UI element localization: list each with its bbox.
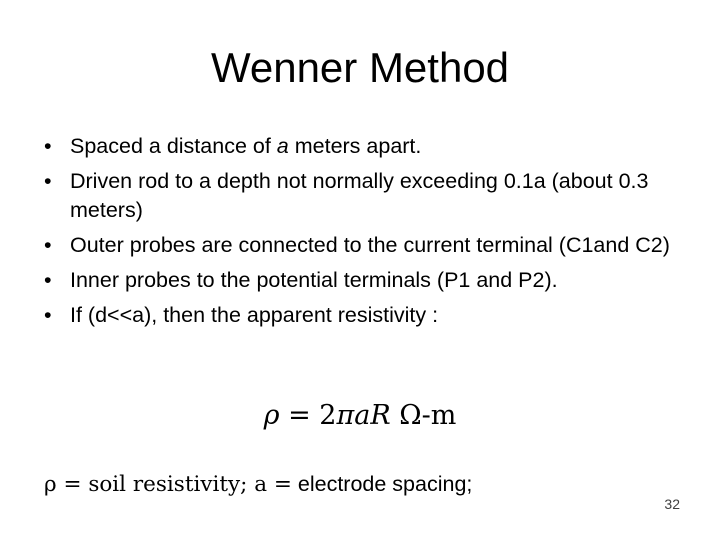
formula-vars: πaR xyxy=(336,400,391,431)
bullet-text: Spaced a distance of xyxy=(70,134,277,158)
bullet-text: Driven rod to a depth not normally exceeding 0.1a (about 0.3 meters) xyxy=(70,169,649,222)
definition-math: ρ = soil resistivity; a = xyxy=(44,472,292,497)
bullet-text: Outer probes are connected to the current terminal (C1and C2) xyxy=(70,233,670,257)
bullet-list xyxy=(44,132,710,334)
definition-text: electrode spacing; xyxy=(291,472,473,496)
formula-lhs: ρ xyxy=(263,400,280,431)
bullet-item xyxy=(44,231,710,260)
bullet-item xyxy=(44,266,710,295)
bullet-marker: • xyxy=(44,233,52,257)
bullet-marker: • xyxy=(44,169,52,193)
bullet-text: If (d<<a), then the apparent resistivity : xyxy=(70,303,439,327)
bullet-marker: • xyxy=(44,303,52,327)
slide-title: Wenner Method xyxy=(210,44,510,91)
formula-unit: Ω-m xyxy=(390,400,457,431)
formula-eq: = 2 xyxy=(279,400,337,431)
bullet-emphasis: a xyxy=(276,134,289,158)
bullet-text: Inner probes to the potential terminals (P1 and P2). xyxy=(70,268,558,292)
clipped-definition-line xyxy=(44,470,544,497)
bullet-marker: • xyxy=(44,268,52,292)
bullet-text: meters apart. xyxy=(288,134,422,158)
bullet-item xyxy=(44,132,710,161)
bullet-marker: • xyxy=(44,134,52,158)
bullet-item xyxy=(44,167,710,225)
page-number: 32 xyxy=(664,496,680,512)
bullet-item xyxy=(44,301,710,330)
resistivity-formula xyxy=(0,398,720,434)
